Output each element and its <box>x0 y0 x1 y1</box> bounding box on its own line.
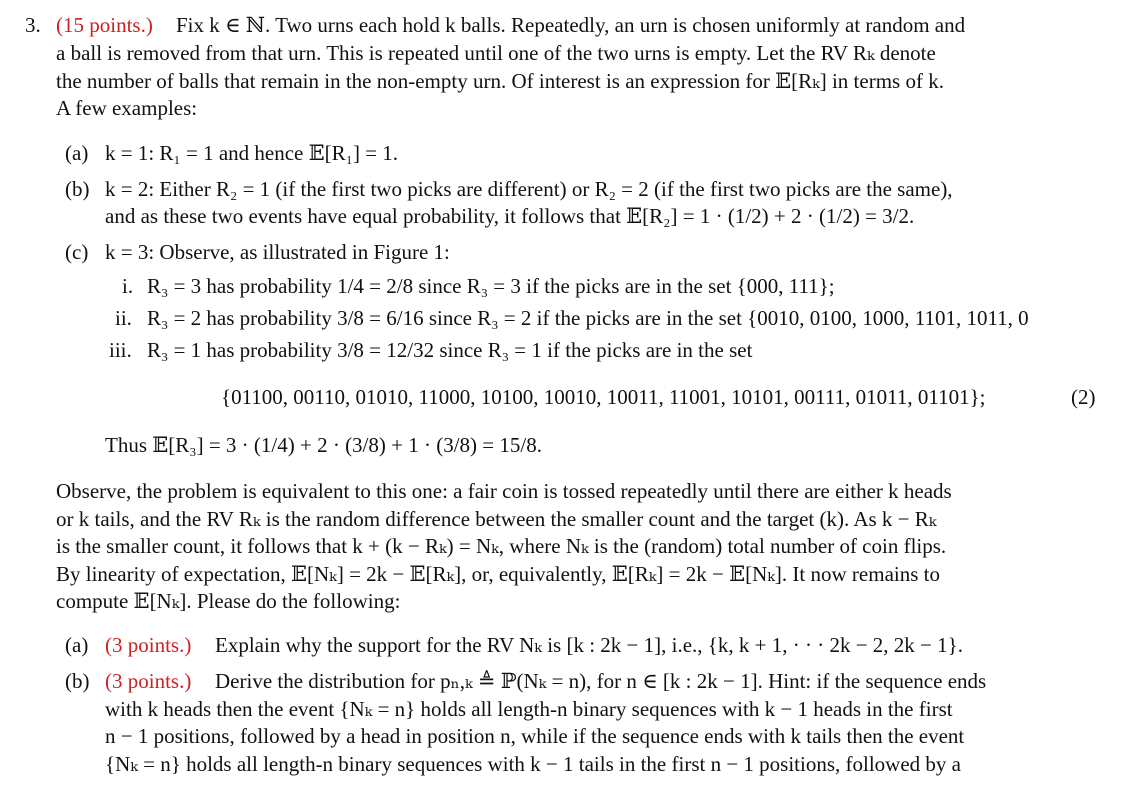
intro-line-4: A few examples: <box>56 96 198 120</box>
task-a-text: Explain why the support for the RV Nₖ is [k : 2k − 1], i.e., {k, k + 1, · · · 2k − 2, 2k − 1}. <box>215 633 963 657</box>
task-b-points: (3 points.) <box>105 669 192 693</box>
example-b-line-2: and as these two events have equal probability, it follows that 𝔼[R₂] = 1 · (1/2) + 2 · (1/2) = 3/2. <box>105 204 915 228</box>
intro-line-1: Fix k ∈ ℕ. Two urns each hold k balls. Repeatedly, an urn is chosen uniformly at random and <box>176 13 966 37</box>
example-b-line-1: k = 2: Either R₂ = 1 (if the first two picks are different) or R₂ = 2 (if the first two picks are the same), <box>105 177 953 201</box>
example-a-label: (a) <box>65 141 89 165</box>
subitem-i-text: R₃ = 3 has probability 1/4 = 2/8 since R₃ = 3 if the picks are in the set {000, 111}; <box>147 274 835 298</box>
example-c-text: k = 3: Observe, as illustrated in Figure 1: <box>105 240 450 264</box>
subitem-ii-label: ii. <box>115 306 132 330</box>
subitem-iii-text: R₃ = 1 has probability 3/8 = 12/32 since R₃ = 1 if the picks are in the set <box>147 338 753 362</box>
example-a-text: k = 1: R₁ = 1 and hence 𝔼[R₁] = 1. <box>105 141 399 165</box>
observe-line-5: compute 𝔼[Nₖ]. Please do the following: <box>56 589 401 613</box>
task-a-points: (3 points.) <box>105 633 192 657</box>
observe-line-1: Observe, the problem is equivalent to this one: a fair coin is tossed repeatedly until there are either k heads <box>56 479 952 503</box>
equation-number: (2) <box>1071 385 1096 409</box>
task-b-line-1: Derive the distribution for pₙ,ₖ ≜ ℙ(Nₖ = n), for n ∈ [k : 2k − 1]. Hint: if the sequence ends <box>215 669 987 693</box>
observe-line-3: is the smaller count, it follows that k + (k − Rₖ) = Nₖ, where Nₖ is the (random) total number of coin flips. <box>56 534 947 558</box>
problem-number: 3. <box>25 13 41 37</box>
intro-line-3: the number of balls that remain in the non-empty urn. Of interest is an expression for 𝔼[Rₖ] in terms of k. <box>56 69 944 93</box>
task-b-line-2: with k heads then the event {Nₖ = n} holds all length-n binary sequences with k − 1 heads in the first <box>105 697 953 721</box>
subitem-ii-text: R₃ = 2 has probability 3/8 = 6/16 since R₃ = 2 if the picks are in the set {0010, 0100, 1000, 1101, 1011, 0 <box>147 306 1029 330</box>
thus-line: Thus 𝔼[R₃] = 3 · (1/4) + 2 · (3/8) + 1 · (3/8) = 15/8. <box>105 433 542 457</box>
intro-line-2: a ball is removed from that urn. This is repeated until one of the two urns is empty. Let the RV Rₖ denote <box>56 41 936 65</box>
problem-points: (15 points.) <box>56 13 153 37</box>
task-a-label: (a) <box>65 633 89 657</box>
observe-line-2: or k tails, and the RV Rₖ is the random difference between the smaller count and the target (k). As k − Rₖ <box>56 507 937 531</box>
display-equation-set: {01100, 00110, 01010, 11000, 10100, 10010, 10011, 11001, 10101, 00111, 01011, 01101}; <box>221 385 986 409</box>
subitem-i-label: i. <box>122 274 134 298</box>
observe-line-4: By linearity of expectation, 𝔼[Nₖ] = 2k − 𝔼[Rₖ], or, equivalently, 𝔼[Rₖ] = 2k − 𝔼[Nₖ]. It now remains to <box>56 562 940 586</box>
subitem-iii-label: iii. <box>109 338 132 362</box>
task-b-line-3: n − 1 positions, followed by a head in position n, while if the sequence ends with k tails then the event <box>105 724 965 748</box>
example-b-label: (b) <box>65 177 90 201</box>
task-b-line-4: {Nₖ = n} holds all length-n binary sequences with k − 1 tails in the first n − 1 positions, followed by a <box>105 752 961 776</box>
example-c-label: (c) <box>65 240 89 264</box>
task-b-label: (b) <box>65 669 90 693</box>
